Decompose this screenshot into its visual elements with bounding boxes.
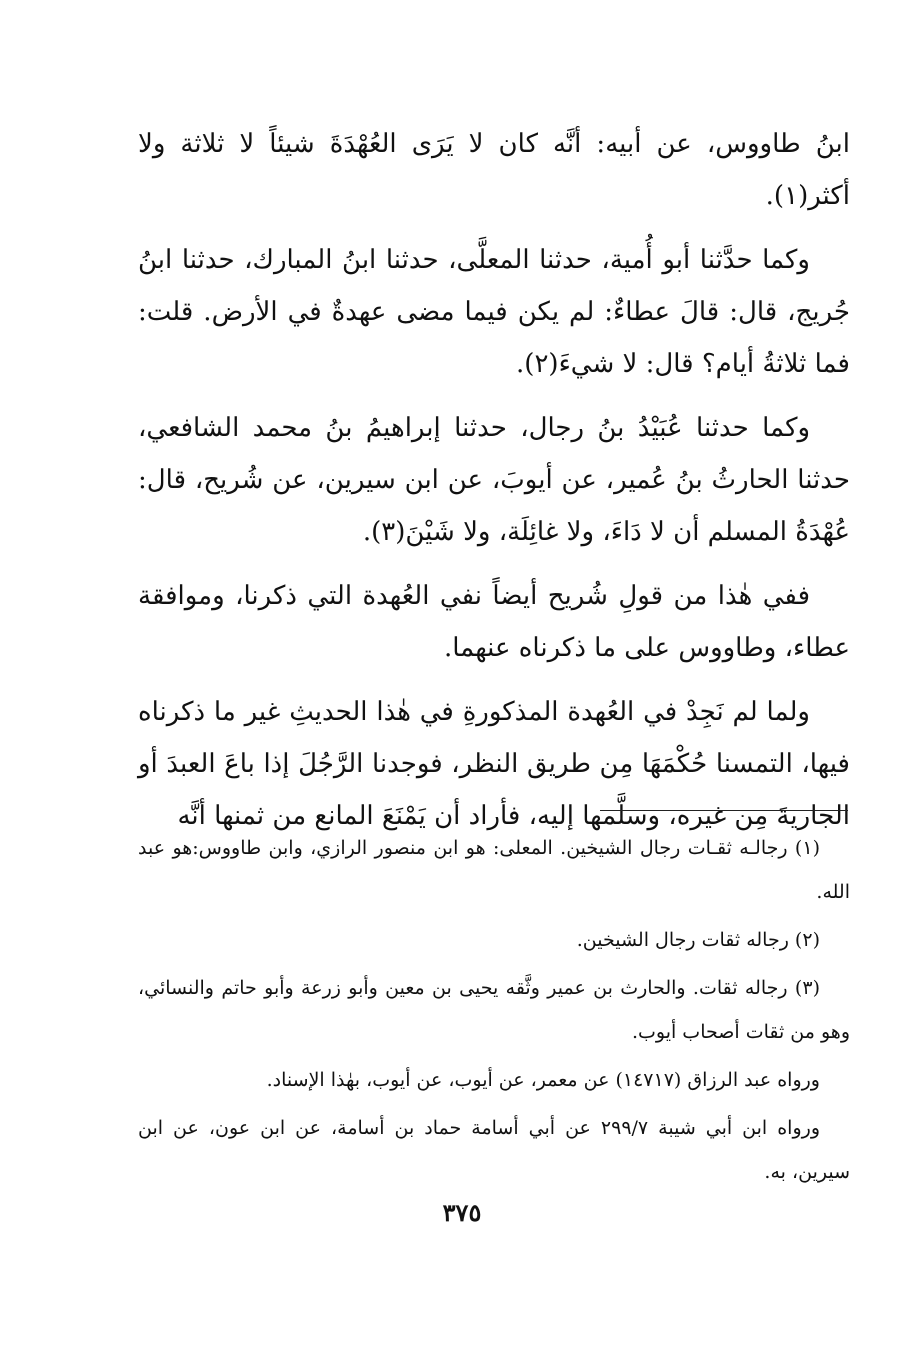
footnote-separator: [600, 810, 848, 811]
body-paragraph-3: وكما حدثنا عُبَيْدُ بنُ رجال، حدثنا إبراهيمُ بنُ محمد الشافعي، حدثنا الحارثُ بنُ عُمير، عن أيوبَ، عن ابن سيرين، عن شُريح، قال: عُهْدَةُ المسلم أن لا دَاءَ، ولا غائِلَة، ولا شَيْنَ(٣).: [138, 413, 850, 547]
body-paragraph-4: ففي هٰذا من قولِ شُريح أيضاً نفي العُهدة التي ذكرنا، وموافقة عطاء، وطاووس على ما ذكرناه عنهما.: [138, 581, 850, 663]
page-number: ٣٧٥: [442, 1198, 482, 1227]
body-paragraph-2: وكما حدَّثنا أبو أُمية، حدثنا المعلَّى، حدثنا ابنُ المبارك، حدثنا ابنُ جُريج، قال: قالَ عطاءٌ: لم يكن فيما مضى عهدةٌ في الأرض. قلت: فما ثلاثةُ أيام؟ قال: لا شيءَ(٢).: [138, 245, 850, 379]
body-paragraph-5: ولما لم نَجِدْ في العُهدة المذكورةِ في هٰذا الحديثِ غير ما ذكرناه فيها، التمسنا حُكْمَهَا مِن طريق النظر، فوجدنا الرَّجُلَ إذا باعَ العبدَ أو الجاريةَ مِن غيره، وسلَّمها إليه، فأراد أن يَمْنَعَ المانع من ثمنها أنَّه: [138, 697, 850, 831]
footnote-3: (٣) رجاله ثقات. والحارث بن عمير وثَّقه يحيى بن معين وأبو زرعة وأبو حاتم والنسائي، وهو من ثقات أصحاب أيوب.: [138, 977, 850, 1043]
footnote-2: (٢) رجاله ثقات رجال الشيخين.: [576, 929, 820, 951]
footnote-3-continuation-2: ورواه ابن أبي شيبة ٢٩٩/٧ عن أبي أسامة حماد بن أسامة، عن ابن عون، عن ابن سيرين، به.: [138, 1117, 850, 1183]
footnote-1: (١) رجالـه ثقـات رجال الشيخين. المعلى: هو ابن منصور الرازي، وابن طاووس:هو عبد الله.: [138, 837, 850, 903]
main-text: [138, 118, 850, 854]
footnote-3-continuation-1: ورواه عبد الرزاق (١٤٧١٧) عن معمر، عن أيوب، عن أيوب، بهٰذا الإسناد.: [266, 1069, 820, 1091]
body-paragraph-1: ابنُ طاووس، عن أبيه: أنَّه كان لا يَرَى العُهْدَةَ شيئاً لا ثلاثة ولا أكثر(١).: [138, 129, 850, 211]
footnotes: [138, 826, 850, 1198]
